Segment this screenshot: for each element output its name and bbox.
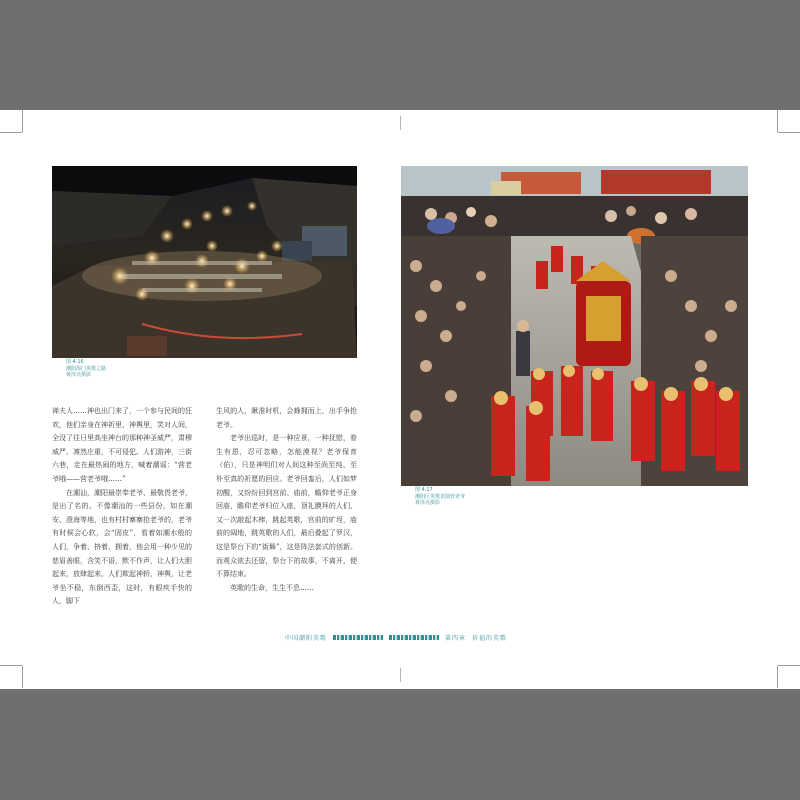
- paragraph: 老爷出巡时，是一种应景，一种抚慰，眷生有恩，忍可忽略，怎能漠视？老爷保育（佑），只是神明们对人间这种至尚至纯、至朴至真的祈愿的回应。老爷回銮后，人们如梦初醒，又纷纷回到宫前、庙前，瞻仰老爷正身回庙，瞻仰老爷归位入座，顶礼膜拜的人们，又一次敲起木棒，跳起英歌，宫前的旷埕，庙前的阔地，跳英歌的人们，最后叠起了罗汉，这是祭台下的“街舞”，这是阵法套式的创新。而观众欲去还留，祭台下的故事，不离开，便不算结束。: [216, 434, 357, 579]
- right-photo-caption: [415, 487, 465, 507]
- caption-credit: 黄泽亮摄影: [66, 372, 92, 378]
- fold-mark-top: [400, 116, 401, 130]
- left-text-column-2: [216, 405, 357, 595]
- paragraph: 禅夫人……神也出门来了，一个参与民间的狂欢，他们亲身在神祈里、神舆里，笑对人间，全没了往日里高坐神台的那种神圣威严，肃穆威严、凛然庄重，不可侵犯。人们游神，三街六巷，走在最热闹的地方，喊着潮谣：“营老爷哦——营老爷哦……”: [52, 407, 192, 483]
- chapter-label: 第四章: [445, 634, 467, 642]
- caption-figure-number: 图 4.17: [415, 487, 433, 493]
- paragraph: 英歌的生命，生生不息……: [230, 583, 314, 592]
- crop-mark-bottom-right: [776, 664, 800, 688]
- left-photo-caption: [66, 359, 106, 379]
- caption-credit: 黄泽亮摄影: [415, 500, 441, 506]
- crop-mark-bottom-left: [0, 664, 24, 688]
- section-title: 祈福的英歌: [472, 634, 508, 642]
- caption-title: 潮阳海门英歌之路: [66, 365, 107, 372]
- paragraph: 生风的人，瞅准时机，会蜂拥而上，出手争抢老爷。: [216, 407, 357, 429]
- yingge-parade-photo: [401, 166, 748, 486]
- caption-figure-number: 图 4.16: [66, 359, 84, 365]
- caption-title: 潮阳区英歌表演营老爷: [415, 493, 466, 500]
- decorative-pattern: [333, 635, 383, 640]
- left-text-column-1: [52, 405, 192, 609]
- fold-mark-bottom: [400, 668, 401, 682]
- paragraph: 在潮汕，潮阳最崇奉老爷、最敬畏老爷，是出了名的。不像潮汕的一些县份，如在潮安、澄海等地，也有村村寨寨抢老爷的，老爷有时候会心软，会“固皮”，看着如潮水般的人们，争着、挤着、拥着，他会用一种少见的慈眉善眼，含笑不语，默不作声，让人们大胆起来，放肆起来。人们欺起神轿，神舆，让老爷坐不稳，东倒西歪，这时，有眼疾手快的人，脚下: [52, 488, 192, 606]
- crop-mark-top-left: [0, 110, 24, 134]
- decorative-pattern: [389, 635, 439, 640]
- running-footer: [285, 631, 545, 643]
- night-market-photo: [52, 166, 357, 358]
- crop-mark-top-right: [776, 110, 800, 134]
- book-title: 中国潮阳英歌: [285, 634, 328, 642]
